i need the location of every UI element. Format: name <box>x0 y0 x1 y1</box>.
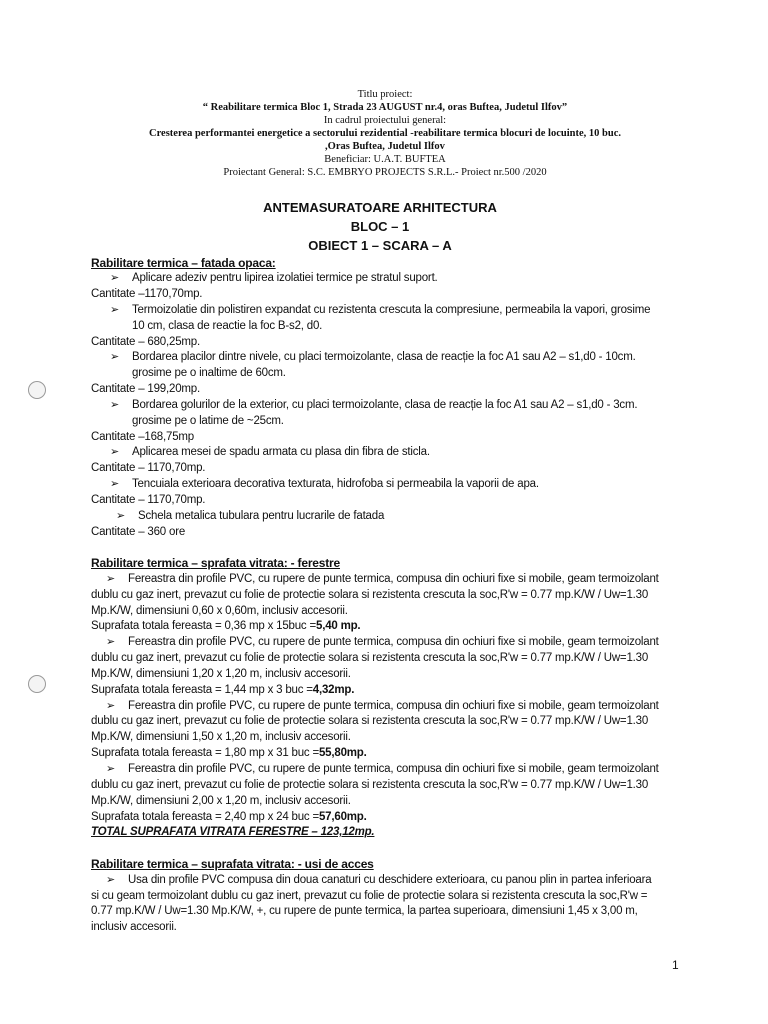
list-item: ➢ Tencuiala exterioara decorativa texturata, hidrofoba si permeabila la vaporii de apa. <box>110 477 539 491</box>
list-item-continued: Mp.K/W, dimensiuni 2,00 x 1,20 m, inclusiv accesorii. <box>91 795 351 807</box>
punch-hole <box>28 381 46 399</box>
list-item-continued: Mp.K/W, dimensiuni 1,50 x 1,20 m, inclusiv accesorii. <box>91 731 351 743</box>
general-project-title: Cresterea performantei energetice a sectorului rezidential -reabilitare termica blocuri de locuinte, 10 buc. <box>149 128 621 139</box>
list-item: ➢ Schela metalica tubulara pentru lucrarile de fatada <box>116 509 384 523</box>
list-item-continued: dublu cu gaz inert, prevazut cu folie de protectie solara si rezistenta crescuta la soc,R'w = 0.77 mp.K/W / Uw=1.30 <box>91 779 649 791</box>
quantity: Cantitate – 680,25mp. <box>91 336 200 348</box>
project-title: “ Reabilitare termica Bloc 1, Strada 23 AUGUST nr.4, oras Buftea, Judetul Ilfov” <box>202 102 568 113</box>
list-item-continued: dublu cu gaz inert, prevazut cu folie de protectie solara si rezistenta crescuta la soc,R'w = 0.77 mp.K/W / Uw=1.30 <box>91 652 649 664</box>
quantity: Cantitate – 199,20mp. <box>91 383 200 395</box>
quantity: Cantitate – 360 ore <box>91 526 186 538</box>
general-project-label: In cadrul proiectului general: <box>323 115 447 126</box>
surface-value: 55,80mp. <box>318 747 367 759</box>
list-item-continued: grosime pe o inaltime de 60cm. <box>132 367 286 379</box>
section-heading-windows: Rabilitare termica – sprafata vitrata: - ferestre <box>91 556 340 570</box>
list-item-continued: dublu cu gaz inert, prevazut cu folie de protectie solara si rezistenta crescuta la soc,R'w = 0.77 mp.K/W / Uw=1.30 <box>91 715 649 727</box>
quantity: Cantitate –168,75mp <box>91 431 194 443</box>
list-item-continued: Mp.K/W, dimensiuni 1,20 x 1,20 m, inclusiv accesorii. <box>91 668 351 680</box>
surface-value: 4,32mp. <box>312 684 355 696</box>
project-title-label: Titlu proiect: <box>357 89 413 100</box>
general-project-location: ,Oras Buftea, Judetul Ilfov <box>325 141 445 152</box>
quantity: Cantitate –1170,70mp. <box>91 288 203 300</box>
object-title: OBIECT 1 – SCARA – A <box>308 238 452 253</box>
section-heading-doors: Rabilitare termica – suprafata vitrata: - usi de acces <box>91 857 374 871</box>
surface-total: Suprafata totala fereasta = 1,44 mp x 3 buc =4,32mp. <box>91 684 355 696</box>
list-item: ➢ Fereastra din profile PVC, cu rupere de punte termica, compusa din ochiuri fixe si mobile, geam termoizolant <box>106 635 659 649</box>
surface-total: Suprafata totala fereasta = 0,36 mp x 15buc =5,40 mp. <box>91 620 361 632</box>
surface-value: 5,40 mp. <box>316 620 361 632</box>
document-title: ANTEMASURATOARE ARHITECTURA <box>263 200 497 215</box>
beneficiary: Beneficiar: U.A.T. BUFTEA <box>324 154 446 165</box>
punch-hole <box>28 675 46 693</box>
quantity: Cantitate – 1170,70mp. <box>91 462 206 474</box>
list-item: ➢ Termoizolatie din polistiren expandat cu rezistenta crescuta la compresiune, permeabila la vapori, grosime <box>110 303 650 317</box>
list-item: ➢ Aplicare adeziv pentru lipirea izolatiei termice pe stratul suport. <box>110 271 438 285</box>
page-number: 1 <box>672 958 679 972</box>
surface-value: 57,60mp. <box>318 811 367 823</box>
general-designer: Proiectant General: S.C. EMBRYO PROJECTS S.R.L.- Proiect nr.500 /2020 <box>223 167 547 178</box>
list-item-continued: inclusiv accesorii. <box>91 921 177 933</box>
list-item: ➢ Aplicarea mesei de spadu armata cu plasa din fibra de sticla. <box>110 445 430 459</box>
surface-total: Suprafata totala fereasta = 1,80 mp x 31 buc =55,80mp. <box>91 747 367 759</box>
list-item: ➢ Fereastra din profile PVC, cu rupere de punte termica, compusa din ochiuri fixe si mobile, geam termoizolant <box>106 762 659 776</box>
windows-total: TOTAL SUPRAFATA VITRATA FERESTRE – 123,12mp. <box>91 826 375 838</box>
list-item: ➢ Bordarea placilor dintre nivele, cu placi termoizolante, clasa de reacție la foc A1 sau A2 – s1,d0 - 10cm. <box>110 350 636 364</box>
list-item: ➢ Fereastra din profile PVC, cu rupere de punte termica, compusa din ochiuri fixe si mobile, geam termoizolant <box>106 699 659 713</box>
list-item-continued: grosime pe o latime de ~25cm. <box>132 415 284 427</box>
list-item-continued: dublu cu gaz inert, prevazut cu folie de protectie solara si rezistenta crescuta la soc,R'w = 0.77 mp.K/W / Uw=1.30 <box>91 589 649 601</box>
list-item-continued: si cu geam termoizolant dublu cu gaz inert, prevazut cu folie de protectie solara si rezistenta crescuta la soc,R'w = <box>91 890 648 902</box>
list-item-continued: 10 cm, clasa de reactie la foc B-s2, d0. <box>132 320 323 332</box>
list-item: ➢ Bordarea golurilor de la exterior, cu placi termoizolante, clasa de reacție la foc A1 sau A2 – s1,d0 - 3cm. <box>110 398 637 412</box>
list-item: ➢ Fereastra din profile PVC, cu rupere de punte termica, compusa din ochiuri fixe si mobile, geam termoizolant <box>106 572 659 586</box>
list-item: ➢ Usa din profile PVC compusa din doua canaturi cu deschidere exterioara, cu panou plin in partea inferioara <box>106 873 651 887</box>
section-heading-opaque: Rabilitare termica – fatada opaca: <box>91 256 276 270</box>
block-title: BLOC – 1 <box>350 219 410 234</box>
list-item-continued: 0.77 mp.K/W / Uw=1.30 Mp.K/W, +, cu rupere de punte termica, la partea superioara, dimensiuni 1,45 x 3,00 m, <box>91 905 638 917</box>
list-item-continued: Mp.K/W, dimensiuni 0,60 x 0,60m, inclusiv accesorii. <box>91 605 348 617</box>
surface-total: Suprafata totala fereasta = 2,40 mp x 24 buc =57,60mp. <box>91 811 367 823</box>
quantity: Cantitate – 1170,70mp. <box>91 494 206 506</box>
